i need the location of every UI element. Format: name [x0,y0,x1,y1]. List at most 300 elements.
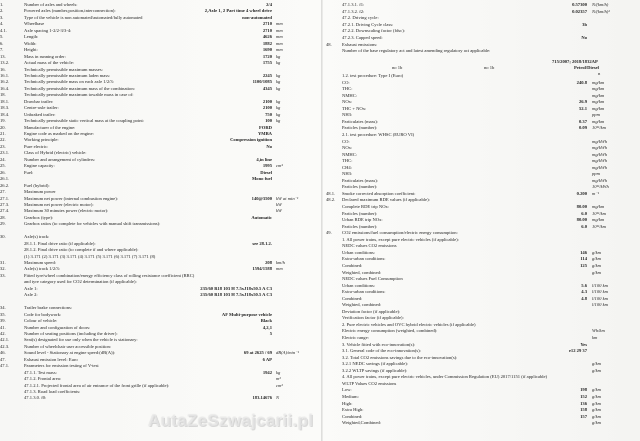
row-label: 2. Pure electric vehicles and OVC hybrid electric vehicles (if applicable) [342,321,476,327]
row-unit: mg/km [592,105,605,111]
row-label: Pure electric: [24,143,49,149]
row-label: THC: [342,86,353,92]
row-label: 47.1.3.1. f1: [342,2,365,7]
row-unit: kW [276,208,282,214]
row-value: 1720 [262,53,272,59]
row-label: Exhaust emissions: [342,41,378,47]
row-value: 235/60 R18 103 H 7.5xJ18x50.5 A C3 [200,285,272,291]
row-unit: 10¹¹/kWh [592,184,609,190]
row-value: 750 [265,111,272,117]
row-label: NMHC: [342,92,358,98]
row-unit: mg/km [592,99,605,105]
row-label: and tyre category used for CO2 determination (if applicable): [24,279,137,285]
row-label: 4. All power trains, except pure electric vehicles, under Commission Regulation (EU) 2017/1151 (if applicable) [342,374,548,380]
row-unit: mm [276,266,283,272]
row-label: Technically permissible static vertical mass at the coupling point: [24,118,145,124]
spec-row [322,47,640,54]
row-label: Number of wheelchair user accessible position: [24,343,112,349]
row-number: 5. [0,34,4,40]
row-label: Weighted, combined: [342,302,382,308]
row-label: 47.1.3.0. f0: [24,395,47,401]
row-unit: N/(km/h) [592,2,609,7]
right-page [322,0,640,441]
row-value: 1100/1085 [252,79,272,85]
row-number: 34. [0,305,6,311]
row-number: 42. [0,330,6,336]
row-label: Fitted tyre/wheel combination/energy efficiency class of rolling resistance coefficient (RRC) [24,272,195,278]
row-number: 48.1. [326,190,336,196]
row-label: NMHC: [342,151,358,157]
row-unit: g/km [592,387,601,393]
row-number: 27.4. [0,208,10,214]
row-value: 80.00 [576,217,587,223]
row-label: Particles (number): [342,184,378,190]
row-label: THC: [342,158,353,164]
row-label: 1.2. test procedure: Type I (Euro) [342,73,404,78]
row-number: 27. [0,189,6,195]
row-number: 27.1. [0,195,10,201]
row-label: Axle spacing 1-2/2-3/3-4: [24,27,72,33]
row-value: 1882 [262,40,272,46]
row-label: Medium: [342,393,359,399]
row-label: CO: [342,138,350,144]
row-label: Working principle: [24,137,59,143]
row-unit: km [592,335,598,340]
row-number: 31. [0,260,6,265]
row-label: Extra High: [342,407,364,413]
row-unit: ppm [592,171,600,177]
row-value: Mono fuel [251,176,272,182]
row-value: non-automated [242,14,272,20]
row-value: 2245 [262,72,272,78]
spec-row [0,394,322,401]
row-value: 2710 [262,21,272,27]
row-number: 26. [0,169,6,175]
row-number: 23.1. [0,150,10,156]
row-label: Colour of vehicle: [24,318,58,324]
row-label: 3.2.2 WLTP savings (if applicable): [342,367,408,373]
row-value: 158 [580,407,587,413]
row-number: 16.1. [0,72,10,78]
row-value: 69 at 2625 / 69 [243,350,272,356]
row-label: (1) 3.171 (2) 3.171 (3) 3.171 (4) 3.171 (5) 3.171 (6) 3.171 (7) 3.171 (8) [24,253,156,259]
row-number: 7. [0,47,4,53]
row-number: 18.1. [0,98,10,104]
row-unit: l/100 km [592,289,608,295]
row-unit: g/km [592,361,601,367]
row-label: 28.1.1. Final drive ratio (if applicable): [24,240,96,246]
row-value: 125 [580,262,587,268]
row-label: Electric range: [342,335,369,340]
row-value: 5 [269,330,272,336]
row-label: Unbraked trailer: [24,111,56,117]
row-value: 6.0 [581,210,587,216]
row-label: Axle 2: [24,292,38,298]
row-label: Maximum net power (electric motor): [24,201,94,207]
row-value: 140@3500 [251,195,272,201]
row-label: Height: [24,47,38,53]
row-label: Number of axles and wheels: [24,2,78,7]
row-unit: kg [276,53,281,59]
row-number: 25. [0,163,6,169]
row-label: Weighted, combined: [342,269,382,275]
row-label: High: [342,400,353,406]
row-value: 4,in line [256,156,272,162]
row-label: Parameters for emission testing of V-test [24,363,99,369]
row-label: 47.1.2.1. Projected frontal area of air entrance of the front grille (if applicable): [24,382,170,388]
row-unit: g/km [592,413,601,419]
row-label: Deviation factor (if applicable): [342,308,401,314]
row-value: 2710 [262,27,272,33]
row-label: Axle 1: [24,285,38,291]
row-label: Number and arrangement of cylinders: [24,156,96,162]
row-label: Maximum net power (internal combustion engine): [24,195,119,201]
row-value: 2100 [262,98,272,104]
row-label: Technically permissible maximum laden mass: [24,72,111,78]
row-value: 0.37 [578,118,587,124]
row-number: 33. [0,272,6,278]
row-value: 235/60 R18 103 H 7.5xJ18x50.5 A C3 [200,292,272,298]
row-value: Yes [580,341,587,347]
row-label: Declared maximum RDE values (if applicable): [342,197,430,203]
row-unit: km/h [276,260,285,265]
row-number: 16.2. [0,79,10,85]
row-label: Exhaust emission level: Euro [24,356,78,362]
row-number: 47. [0,356,6,362]
row-value: AF Multi-purpose vehicle [221,311,272,317]
row-number: 4. [0,21,4,27]
row-label: Urban conditions: [342,249,376,255]
row-label: Manufacturer of the engine: [24,124,76,130]
row-label: Combined: [342,262,363,268]
row-unit: mm [276,21,283,27]
row-unit: mg/kWh [592,138,608,144]
row-label: Powered axles (number,position,interconnection): [24,8,116,14]
row-unit: kg [276,118,281,124]
row-label: Engine capacity: [24,163,55,169]
row-number: 42.3. [0,343,10,349]
row-number: 47.1. [0,363,10,369]
row-unit: kg [276,111,281,117]
row-value: Diesel [260,169,272,175]
row-unit: Wh/km [592,328,605,334]
row-value: 183.14676 [252,395,272,401]
row-unit: mg/km [592,79,605,85]
row-label: Axle(s) track: [24,234,50,240]
row-unit: 10¹¹/km [592,223,606,229]
row-label: 1. All power trains, except pure electric vehicles (if applicable): [342,236,459,242]
row-label: Gearbox (type): [24,214,54,220]
column-header-sub: n [598,71,601,76]
row-value: 240.8 [576,79,587,85]
row-label: 47.2.1. Driving Cycle class: [342,21,394,27]
row-value: 3b [582,21,587,27]
row-label: Trailer brake connections: [24,305,73,311]
row-value: 4626 [262,34,272,40]
row-unit: g/km [592,407,601,413]
row-label: NH3: [342,112,353,118]
row-value: 157 [580,413,587,419]
row-number: 41. [0,324,6,330]
row-value: 2/4 [266,2,272,7]
row-unit: mg/km [592,118,605,124]
row-label: Particles (number): [342,210,378,216]
row-number: 48. [326,41,332,47]
row-unit: kW at min⁻¹ [276,195,299,201]
row-label: Fuel: [24,169,34,175]
row-value: 6.0 [581,223,587,229]
row-number: 35. [0,311,6,317]
row-value: 0.57300 [572,2,587,7]
row-label: 3.2. Total CO2 emissions savings due to the eco-innovation(s): [342,354,458,360]
row-value: 52.1 [578,105,587,111]
row-label: NH3: [342,171,353,177]
row-unit: mg/km [592,217,605,223]
row-value: 198 [580,387,587,393]
row-value: 4.8 [581,295,587,301]
row-label: Technically permissible maximum masses: [24,66,103,72]
row-label: Gearbox ratios (to complete for vehicles with manual shift transmissions): [24,221,161,227]
row-value: 2,Axle 1, 2 Part time 4 wheel drive [204,8,272,14]
row-number: 24. [0,156,6,162]
row-value: No [266,143,272,149]
row-value: FORD [258,124,272,130]
row-label: Weighted,Combined: [342,420,382,426]
row-label: Width: [24,40,37,46]
row-unit: cm² [276,382,283,388]
row-label: Sound level - Stationary at engine speed:(dB(A)): [24,350,116,356]
row-unit: g/km [592,420,601,426]
row-value: Black [260,318,272,324]
row-label: NOx: [342,99,353,105]
row-value: Compression ignition [230,137,272,143]
row-label: Particles (number): [342,223,378,229]
row-label: 47.2.3. Capped speed: [342,35,383,40]
row-unit: l/100 km [592,282,608,288]
row-label: Low: [342,387,352,393]
row-label: Urban conditions: [342,282,376,288]
row-label: Fuel (hybrid): [24,182,50,188]
column-header-3: Petrol/Diesel [574,65,599,70]
row-unit: mm [276,34,283,40]
row-number: 19. [0,118,6,124]
row-number: 18.4. [0,111,10,117]
row-label: NEDC values Fuel Consumption [342,276,403,282]
row-label: Verification factor (if applicable): [342,315,404,321]
row-label: Technically permissible maximum mass of the combination: [24,85,135,91]
row-unit: mg/km [592,204,605,209]
row-label: Particles (number): [342,125,378,131]
row-value: 114 [580,256,587,262]
row-value: No [581,35,587,40]
row-label: 3. Vehicle fitted with eco-innovation(s): [342,341,416,347]
row-label: 47.2. Driving cycle: [342,15,379,21]
row-unit: m⁻¹ [592,190,600,196]
row-unit: N [276,395,280,401]
row-unit: kg [276,79,281,85]
row-number: 16. [0,66,6,72]
row-label: 28.1.2. Final drive ratio (to complete if and where applicable): [24,247,139,253]
row-label: Code for bodywork: [24,311,62,317]
row-unit: mg/kWh [592,177,608,183]
row-value: 5.6 [581,282,587,288]
row-label: NEDC values CO2 emissions [342,243,397,249]
row-unit: l/100 km [592,295,608,301]
row-label: 2.1. test procedure: WHSC (EURO VI) [342,131,415,137]
row-unit: g/km [592,249,601,255]
row-label: CO2 emissions/fuel consumption/electric energy consumption: [342,230,458,236]
row-value: 1594/1588 [252,266,272,272]
row-label: Drawbar trailer: [24,98,54,104]
row-value: 208 [265,260,272,265]
row-label: Number and configuration of doors: [24,324,91,330]
row-unit: g/km [592,400,601,406]
row-unit: kg [276,60,281,66]
row-unit: kg [276,105,281,111]
row-label: Wheelbase [24,21,45,27]
row-number: 4.1. [0,27,7,33]
row-number: 13.2. [0,60,10,66]
row-number: 29. [0,221,6,227]
row-label: Particulates (mass): [342,118,379,124]
row-label: CH4: [342,164,352,170]
row-unit: mg/kWh [592,164,608,170]
row-label: CO: [342,79,350,85]
row-value: Automatic [251,214,272,220]
row-label: Actual mass of the vehicle: [24,60,75,66]
row-value: 80.00 [576,204,587,209]
row-label: NOx: [342,145,353,151]
row-value: 1995 [262,163,272,169]
row-unit: dB(A)/min⁻¹ [276,350,299,356]
row-label: Smoke corrected absorption coefficient: [342,190,416,196]
row-label: Number of the base regulatory act and latest amending regulatory act applicable: [342,48,491,54]
row-unit: g/km [592,393,601,399]
row-number: 2. [0,8,4,14]
row-number: 18.3. [0,105,10,111]
row-label: Type of the vehicle is non automated/automated/fully automated [24,14,143,20]
watermark-logo: AutaZeSzwajcarii.pl [148,411,314,430]
row-value: see 28.1.2. [252,240,272,246]
row-value: 4,2,1 [262,324,272,330]
row-label: Electric energy consumption (weighted, combined): [342,328,438,334]
row-unit: mg/kWh [592,151,608,157]
row-number: 26.2. [0,182,10,188]
row-number: 1. [0,2,4,7]
row-number: 21. [0,131,6,136]
row-value: e12 29 37 [568,348,587,354]
row-number: 26.1. [0,176,10,182]
row-label: Seat(s) designated for use only when the vehicle is stationary: [24,337,138,343]
row-value: 136 [580,400,587,406]
row-unit: g/km [592,269,601,275]
row-value: 6 AP [262,356,272,362]
row-label: Urban RDE trip NOx: [342,217,383,223]
row-value: 1690 [262,47,272,53]
row-label: Extra-urban conditions: [342,289,386,295]
row-label: Maximum power [24,189,56,195]
row-unit: kg [276,85,281,91]
row-number: 32. [0,266,6,272]
row-value: 4.3 [581,289,587,295]
row-unit: 10¹¹/km [592,210,606,216]
column-header-2: no 1b [484,65,495,70]
row-unit: mg/kWh [592,158,608,164]
row-label: Combined: [342,413,363,419]
row-unit: m² [276,376,281,382]
row-value: 146 [580,249,587,255]
row-number: 22. [0,137,6,143]
row-label: Engine code as marked on the engine: [24,131,94,136]
row-label: Technically permissible mass on each axle 1/2/3: [24,79,114,85]
row-number: 13. [0,53,6,59]
row-number: 27.3. [0,201,10,207]
column-header-1: no 1b [392,65,403,70]
row-unit: kg [276,369,281,375]
row-value: 1942 [262,369,272,375]
row-label: Extra-urban conditions: [342,256,386,262]
row-unit: cm³ [276,163,283,169]
row-unit: ppm [592,112,600,118]
row-number: 48.2. [326,197,336,203]
row-number: 30. [0,234,6,240]
row-label: Complete RDE trip NOx: [342,204,390,209]
row-label: THC + NOx: [342,105,367,111]
row-label: Combined: [342,295,363,301]
row-number: 18. [0,92,6,98]
row-label: 3.2.1 NEDC savings (if applicable): [342,361,409,367]
row-unit: kg [276,72,281,78]
row-number: 46. [0,350,6,356]
row-unit: mg/kWh [592,145,608,151]
row-label: Number of seating positions (including the driver): [24,330,118,336]
row-unit: mg/km [592,92,605,98]
row-label: Technically permissible maximum towable mass in case of: [24,92,134,98]
row-number: 42.1. [0,337,10,343]
row-value: YMBA [257,131,272,136]
row-unit: N/(km/h)² [592,8,610,14]
row-unit: g/km [592,262,601,268]
row-unit: mm [276,27,283,33]
row-value: 0.02357 [572,8,587,14]
row-label: Maximum 30 minutes power (electric motor): [24,208,109,214]
row-unit: 10¹¹/km [592,125,606,131]
row-label: WLTP Values CO2 emissions [342,380,397,386]
row-label: Mass in running order: [24,53,66,59]
row-value: 152 [580,393,587,399]
row-label: 47.1.3.2. f2: [342,8,365,14]
row-label: 47.1.1. Test mass: [24,369,57,375]
row-number: 23. [0,143,6,149]
row-label: Particulates (mass): [342,177,379,183]
row-label: Maximum speed: [24,260,57,265]
row-label: 47.2.2. Downscaling factor (fdsc): [342,28,406,34]
row-value: 2100 [262,105,272,111]
row-value: 100 [265,118,272,124]
row-number: 20. [0,124,6,130]
row-unit: g/km [592,256,601,262]
row-label: Centre-axle trailer: [24,105,59,111]
row-unit: g/km [592,367,601,373]
row-unit: mg/km [592,86,605,92]
row-label: 3.1. General code of the eco-innovation(s): [342,348,421,354]
row-value: 4345 [262,85,272,91]
row-number: 6. [0,40,4,46]
row-unit: kg [276,98,281,104]
row-value: 0.09 [578,125,587,131]
row-unit: kW [276,201,282,207]
row-label: 47.1.2. Frontal area: [24,376,62,382]
